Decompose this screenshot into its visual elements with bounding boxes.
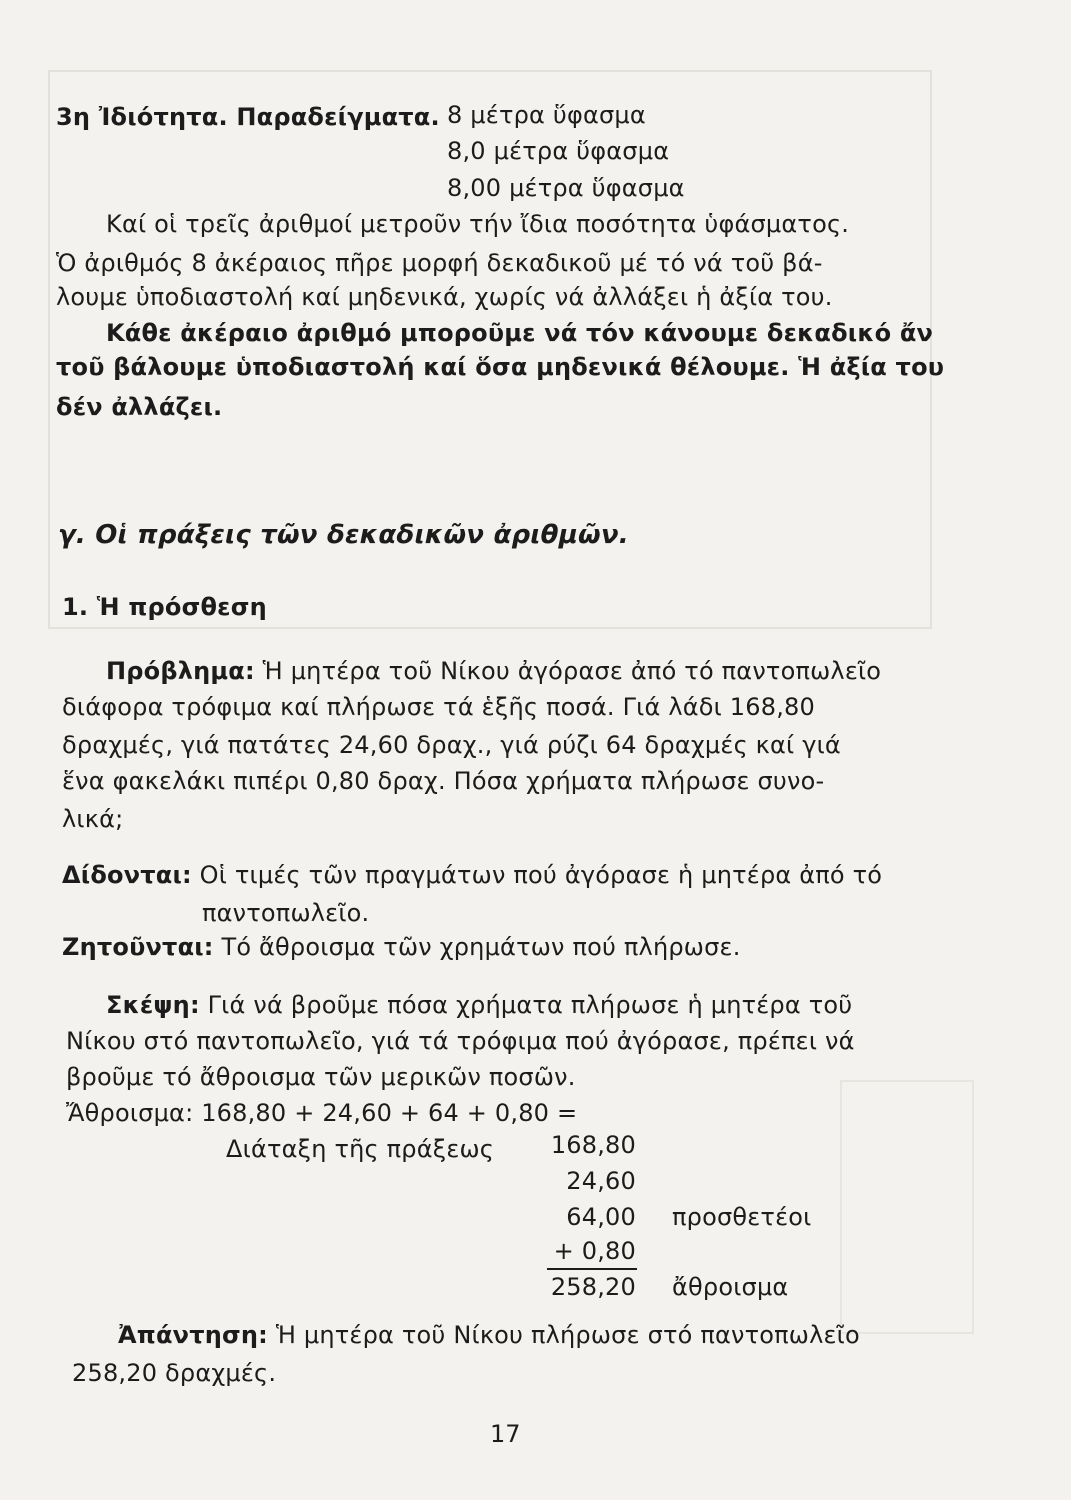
addend-4: + 0,80 xyxy=(553,1237,636,1265)
thought-line-3: βροῦμε τό ἄθροισμα τῶν μερικῶν ποσῶν. xyxy=(66,1063,576,1091)
subsection-heading: 1. Ἡ πρόσθεση xyxy=(62,593,267,621)
example-line-2: 8,0 μέτρα ὕφασμα xyxy=(447,137,670,165)
property-text-line-1: Καί οἱ τρεῖς ἀριθμοί μετροῦν τήν ἴδια ποσότητα ὑφάσματος. xyxy=(106,210,850,238)
thought-label: Σκέψη: xyxy=(106,991,200,1019)
addend-1: 168,80 xyxy=(550,1131,636,1159)
wanted-text: Τό ἄθροισμα τῶν χρημάτων πού πλήρωσε. xyxy=(221,933,741,961)
example-line-3: 8,00 μέτρα ὕφασμα xyxy=(447,174,685,202)
wanted-line xyxy=(62,932,741,962)
given-text-1: Οἱ τιμές τῶν πραγμάτων πού ἀγόρασε ἡ μητέρα ἀπό τό xyxy=(199,861,883,889)
section-heading: γ. Οἱ πράξεις τῶν δεκαδικῶν ἀριθμῶν. xyxy=(58,520,629,550)
problem-label: Πρόβλημα: xyxy=(106,657,255,685)
given-line-1 xyxy=(62,860,882,890)
addends-label: προσθετέοι xyxy=(672,1203,812,1231)
answer-line-2: 258,20 δραχμές. xyxy=(72,1359,277,1387)
property3-label: 3η Ἰδιότητα. Παραδείγματα. xyxy=(56,103,440,131)
answer-line-1 xyxy=(118,1320,860,1350)
property-text-line-3: λουμε ὑποδιαστολή καί μηδενικά, χωρίς νά ἀλλάξει ἡ ἀξία του. xyxy=(56,283,833,311)
addend-2: 24,60 xyxy=(566,1167,636,1195)
given-line-2: παντοπωλεῖο. xyxy=(202,899,370,927)
sum-rule-line xyxy=(547,1268,637,1270)
answer-label: Ἀπάντηση: xyxy=(118,1321,268,1349)
rule-line-2: τοῦ βάλουμε ὑποδιαστολή καί ὅσα μηδενικά θέλουμε. Ἡ ἀξία του xyxy=(56,353,945,381)
thought-line-1 xyxy=(106,990,852,1020)
addend-3: 64,00 xyxy=(566,1203,636,1231)
example-line-1: 8 μέτρα ὕφασμα xyxy=(447,101,646,129)
layout-label: Διάταξη τῆς πράξεως xyxy=(226,1135,495,1163)
sum-expression: Ἄθροισμα: 168,80 + 24,60 + 64 + 0,80 = xyxy=(66,1099,578,1127)
thought-text-1: Γιά νά βροῦμε πόσα χρήματα πλήρωσε ἡ μητέρα τοῦ xyxy=(207,991,853,1019)
problem-line-2: διάφορα τρόφιμα καί πλήρωσε τά ἑξῆς ποσά. Γιά λάδι 168,80 xyxy=(62,693,815,721)
bleed-through-frame-lower xyxy=(840,1080,974,1334)
problem-line-1 xyxy=(106,656,881,686)
rule-line-1: Κάθε ἀκέραιο ἀριθμό μποροῦμε νά τόν κάνουμε δεκαδικό ἄν xyxy=(106,319,934,347)
problem-line-3: δραχμές, γιά πατάτες 24,60 δραχ., γιά ρύζι 64 δραχμές καί γιά xyxy=(62,731,841,759)
rule-line-3: δέν ἀλλάζει. xyxy=(56,393,223,421)
problem-text-1: Ἡ μητέρα τοῦ Νίκου ἀγόρασε ἀπό τό παντοπωλεῖο xyxy=(262,657,882,685)
total-label: ἄθροισμα xyxy=(672,1273,789,1301)
wanted-label: Ζητοῦνται: xyxy=(62,933,214,961)
problem-line-5: λικά; xyxy=(62,805,124,833)
sum-total: 258,20 xyxy=(550,1273,636,1301)
problem-line-4: ἕνα φακελάκι πιπέρι 0,80 δραχ. Πόσα χρήματα πλήρωσε συνο- xyxy=(62,767,825,795)
property-text-line-2: Ὁ ἀριθμός 8 ἀκέραιος πῆρε μορφή δεκαδικοῦ μέ τό νά τοῦ βά- xyxy=(56,249,823,277)
given-label: Δίδονται: xyxy=(62,861,192,889)
page-number: 17 xyxy=(490,1420,521,1448)
thought-line-2: Νίκου στό παντοπωλεῖο, γιά τά τρόφιμα πού ἀγόρασε, πρέπει νά xyxy=(66,1027,855,1055)
answer-text-1: Ἡ μητέρα τοῦ Νίκου πλήρωσε στό παντοπωλεῖο xyxy=(275,1321,860,1349)
